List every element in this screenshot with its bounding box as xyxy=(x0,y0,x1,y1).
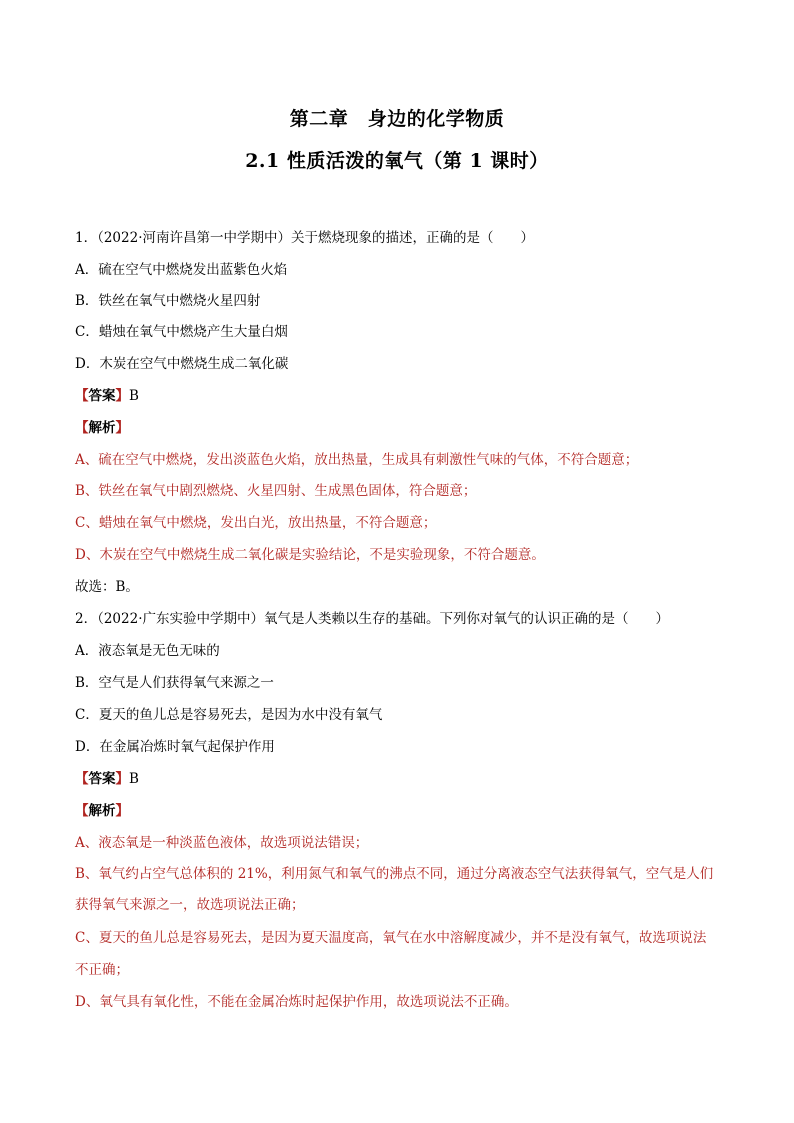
question-1-analysis-c: C、蜡烛在氧气中燃烧，发出白光，放出热量，不符合题意； xyxy=(75,515,437,531)
bracket-close-icon: 】 xyxy=(115,388,129,404)
bracket-close-icon: 】 xyxy=(115,771,129,787)
question-1-option-b: B．铁丝在氧气中燃烧火星四射 xyxy=(75,293,261,309)
chapter-title: 第二章 身边的化学物质 xyxy=(289,108,505,130)
question-2-analysis-a: A、液态氧是一种淡蓝色液体，故选项说法错误； xyxy=(75,835,369,851)
analysis-label: 解析 xyxy=(88,803,116,819)
question-2-analysis-b-cont: 获得氧气来源之一，故选项说法正确； xyxy=(75,897,305,913)
question-2-option-b: B．空气是人们获得氧气来源之一 xyxy=(75,675,274,691)
question-2-option-c: C．夏天的鱼儿总是容易死去，是因为水中没有氧气 xyxy=(75,707,383,723)
question-2-analysis-heading xyxy=(75,801,129,821)
question-1-option-a: A．硫在空气中燃烧发出蓝紫色火焰 xyxy=(75,262,288,278)
question-1-conclusion: 故选：B。 xyxy=(75,579,139,595)
bracket-open-icon: 【 xyxy=(75,388,89,404)
question-2-analysis-d: D、氧气具有氧化性，不能在金属冶炼时起保护作用，故选项说法不正确。 xyxy=(75,994,518,1010)
question-1-analysis-heading xyxy=(75,418,129,438)
question-2-option-d: D．在金属冶炼时氧气起保护作用 xyxy=(75,739,275,755)
question-2-answer xyxy=(75,769,139,789)
question-1-answer xyxy=(75,386,139,406)
bracket-close-icon: 】 xyxy=(115,420,129,436)
answer-value: B xyxy=(129,771,139,787)
question-1-analysis-d: D、木炭在空气中燃烧生成二氧化碳是实验结论，不是实验现象，不符合题意。 xyxy=(75,547,545,563)
question-2-analysis-c-cont: 不正确； xyxy=(75,962,129,978)
question-2-analysis-c: C、夏天的鱼儿总是容易死去，是因为夏天温度高，氧气在水中溶解度减少，并不是没有氧气，故选项说法 xyxy=(75,930,707,946)
bracket-open-icon: 【 xyxy=(75,771,89,787)
question-2-analysis-b: B、氧气约占空气总体积的 21%，利用氮气和氧气的沸点不同，通过分离液态空气法获得氧气，空气是人们 xyxy=(75,866,714,882)
question-2-stem: 2．（2022·广东实验中学期中）氧气是人类赖以生存的基础。下列你对氧气的认识正确的是（ ） xyxy=(75,611,669,627)
bracket-open-icon: 【 xyxy=(75,803,89,819)
question-1-analysis-a: A、硫在空气中燃烧，发出淡蓝色火焰，放出热量，生成具有刺激性气味的气体，不符合题意； xyxy=(75,452,639,468)
answer-label: 答案 xyxy=(88,771,116,787)
question-2-option-a: A．液态氧是无色无味的 xyxy=(75,643,220,659)
analysis-label: 解析 xyxy=(88,420,116,436)
question-1-analysis-b: B、铁丝在氧气中剧烈燃烧、火星四射、生成黑色固体，符合题意； xyxy=(75,483,477,499)
bracket-open-icon: 【 xyxy=(75,420,89,436)
question-1-option-c: C．蜡烛在氧气中燃烧产生大量白烟 xyxy=(75,324,288,340)
bracket-close-icon: 】 xyxy=(115,803,129,819)
answer-value: B xyxy=(129,388,139,404)
lesson-title: 2.1 性质活泼的氧气（第 1 课时） xyxy=(245,150,549,172)
answer-label: 答案 xyxy=(88,388,116,404)
question-1-option-d: D．木炭在空气中燃烧生成二氧化碳 xyxy=(75,356,289,372)
question-1-stem: 1．（2022·河南许昌第一中学期中）关于燃烧现象的描述，正确的是（ ） xyxy=(75,230,534,246)
